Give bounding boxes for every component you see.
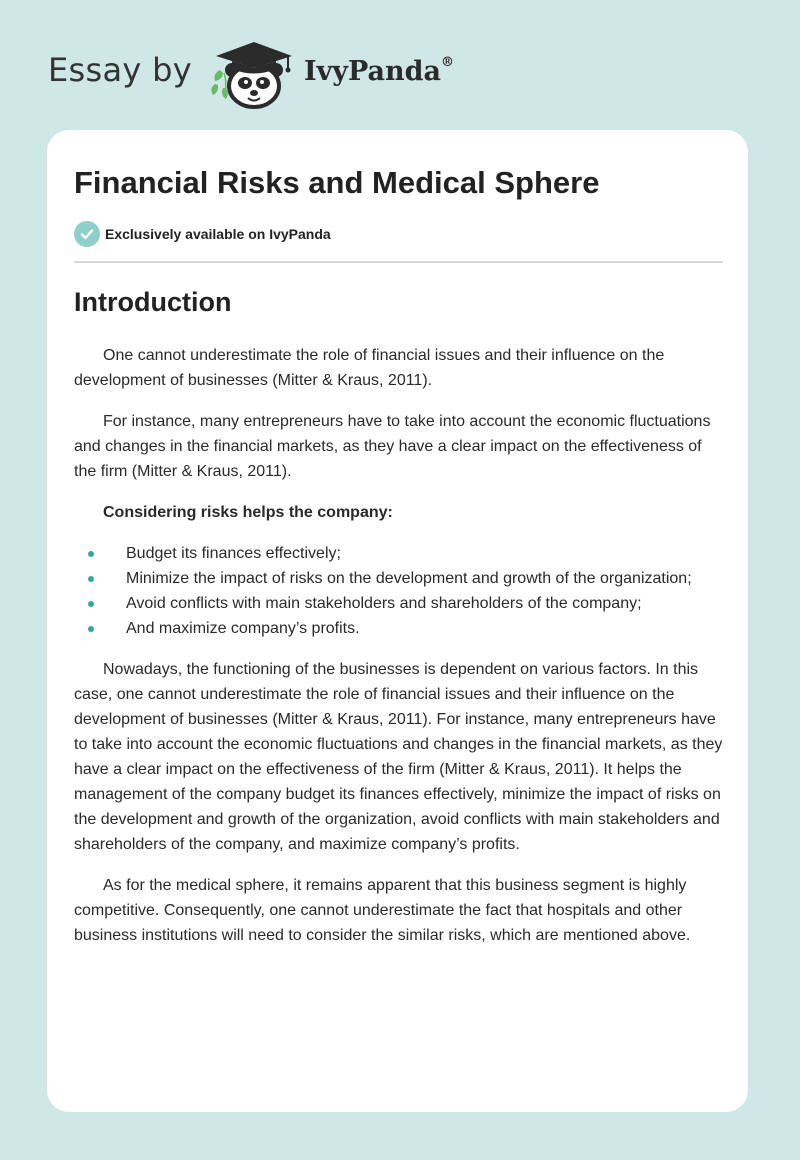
- bullet-icon: [88, 626, 94, 632]
- paragraph: One cannot underestimate the role of financial issues and their influence on the development of businesses (Mitter & Kraus, 2011).: [74, 347, 665, 389]
- exclusive-badge: [74, 221, 331, 247]
- brand-name[interactable]: IvyPanda®: [303, 54, 455, 87]
- check-icon: [74, 221, 100, 247]
- paragraph: As for the medical sphere, it remains apparent that this business segment is highly competitive. Consequently, one cannot underestimate the fact that hospitals and other business institutions will need to consider the similar risks, which are mentioned above.: [74, 877, 691, 944]
- registered-mark: ®: [441, 54, 455, 70]
- panda-logo-icon[interactable]: [206, 36, 302, 110]
- risk-benefits-list: [74, 541, 723, 641]
- list-item: [74, 541, 723, 566]
- paragraph: Nowadays, the functioning of the businesses is dependent on various factors. In this case, one cannot underestimate the role of financial issues and their influence on the development of businesses (Mitter & Kraus, 2011). For instance, many entrepreneurs have to take into account the economic fluctuations and changes in the financial markets, as they have a clear impact on the effectiveness of the firm (Mitter & Kraus, 2011). It helps the management of the company budget its finances effectively, minimize the impact of risks on the development and growth of the organization, avoid conflicts with main stakeholders and shareholders of the company, and maximize company’s profits.: [74, 661, 723, 853]
- list-item-text: Budget its finances effectively;: [126, 545, 341, 562]
- list-item: [74, 566, 723, 591]
- brand-header: [48, 36, 454, 110]
- bullet-icon: [88, 576, 94, 582]
- list-item: [74, 591, 723, 616]
- list-lead: Considering risks helps the company:: [103, 504, 393, 521]
- list-item-text: Minimize the impact of risks on the development and growth of the organization;: [126, 570, 692, 587]
- essay-title: Financial Risks and Medical Sphere: [74, 165, 600, 200]
- bullet-icon: [88, 601, 94, 607]
- title-divider: [74, 261, 723, 263]
- list-item-text: And maximize company’s profits.: [126, 620, 360, 637]
- brand-prefix: Essay by: [48, 51, 192, 89]
- paragraph: For instance, many entrepreneurs have to take into account the economic fluctuations and changes in the financial markets, as they have a clear impact on the effectiveness of the firm (Mitter & Kraus, 2011).: [74, 413, 711, 480]
- essay-body: [74, 343, 723, 964]
- essay-card: [47, 130, 748, 1112]
- list-item: [74, 616, 723, 641]
- bullet-icon: [88, 551, 94, 557]
- list-item-text: Avoid conflicts with main stakeholders and shareholders of the company;: [126, 595, 642, 612]
- badge-text: Exclusively available on IvyPanda: [105, 226, 331, 242]
- section-heading-introduction: Introduction: [74, 287, 232, 317]
